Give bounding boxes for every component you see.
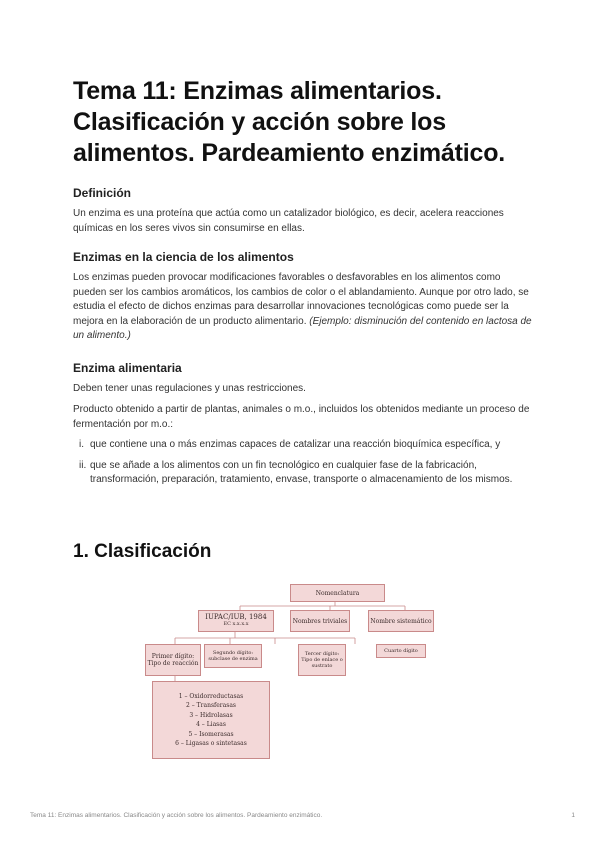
heading-ciencia: Enzimas en la ciencia de los alimentos <box>73 250 294 264</box>
clase-3: 3 – Hidrolasas <box>189 711 233 719</box>
heading-clasificacion: 1. Clasificación <box>73 541 212 562</box>
paragraph-definicion: Un enzima es una proteína que actúa como un catalizador biológico, es decir, acelera reacciones químicas en los seres vivos sin consumirse en ellas. <box>73 208 504 234</box>
node-clases <box>152 681 270 759</box>
clase-6: 6 – Ligasas o sintetasas <box>175 740 247 747</box>
page-number: 1 <box>571 812 575 819</box>
list-item <box>73 438 533 453</box>
roman-list <box>73 438 533 494</box>
node-cuarto-digito <box>376 644 426 658</box>
node-triviales <box>290 610 350 632</box>
ciencia-example: (Ejemplo: disminución del contenido en lactosa de un alimento.) <box>73 315 532 341</box>
heading-definicion: Definición <box>73 186 132 200</box>
node-nomenclatura <box>290 584 385 602</box>
list-item-number: i. <box>79 439 84 450</box>
node-cuarto-digito-label: Cuarto dígito <box>384 647 418 654</box>
node-primer-digito <box>145 644 201 676</box>
node-triviales-label: Nombres triviales <box>292 617 348 625</box>
clase-4: 4 – Liasas <box>196 721 226 728</box>
list-item-number: ii. <box>79 459 87 471</box>
ciencia-text: Los enzimas pueden provocar modificaciones favorables o desfavorables en los alimentos como pueden ser los cambios aromáticos, los cambios de color o el ablandamiento. Aunque por otro lado, se estudia el efecto de dichos enzimas para desarrollar innovaciones tecnológicas como puede ser la mejora en la elaboración de un producto alimentario. <box>73 272 529 327</box>
node-segundo-digito-label: Segundo dígito: subclase de enzima <box>208 650 258 662</box>
clase-1: 1 – Oxidorreductasas <box>178 692 244 700</box>
node-tercer-digito <box>298 644 346 676</box>
paragraph-ciencia <box>73 271 533 344</box>
paragraph-alimentaria-1: Deben tener unas regulaciones y unas restricciones. <box>73 383 306 394</box>
clase-5: 5 – Isomerasas <box>188 730 234 738</box>
document-page <box>73 76 533 562</box>
node-sistematico <box>368 610 434 632</box>
clase-2: 2 – Transferasas <box>186 702 236 709</box>
node-tercer-digito-label: Tercer dígito: Tipo de enlace o sustrato <box>301 651 343 669</box>
node-iupac-sublabel: EC x.x.x.x <box>223 621 249 627</box>
list-item <box>73 459 533 488</box>
node-nomenclatura-label: Nomenclatura <box>315 589 360 597</box>
list-item-text: que se añade a los alimentos con un fin tecnológico en cualquier fase de la fabricación, transformación, preparación, tratamiento, envase, transporte o almacenamiento de los mismos. <box>90 459 513 485</box>
paragraph-alimentaria-2: Producto obtenido a partir de plantas, animales o m.o., incluidos los obtenidos mediante un proceso de fermentación por m.o.: <box>73 404 530 430</box>
page-title: Tema 11: Enzimas alimentarios. Clasificación y acción sobre los alimentos. Pardeamiento enzimático. <box>73 77 506 167</box>
node-iupac <box>198 610 274 632</box>
page-footer <box>30 812 575 819</box>
node-primer-digito-label: Primer dígito: Tipo de reacción <box>147 653 199 667</box>
node-segundo-digito <box>204 644 262 668</box>
node-iupac-label: IUPAC/IUB, 1984 <box>205 613 267 621</box>
heading-alimentaria: Enzima alimentaria <box>73 361 182 375</box>
footer-text: Tema 11: Enzimas alimentarios. Clasificación y acción sobre los alimentos. Pardeamiento enzimático. <box>30 812 323 819</box>
list-item-text: que contiene una o más enzimas capaces de catalizar una reacción bioquímica específica, y <box>90 439 501 450</box>
node-sistematico-label: Nombre sistemático <box>370 617 432 625</box>
